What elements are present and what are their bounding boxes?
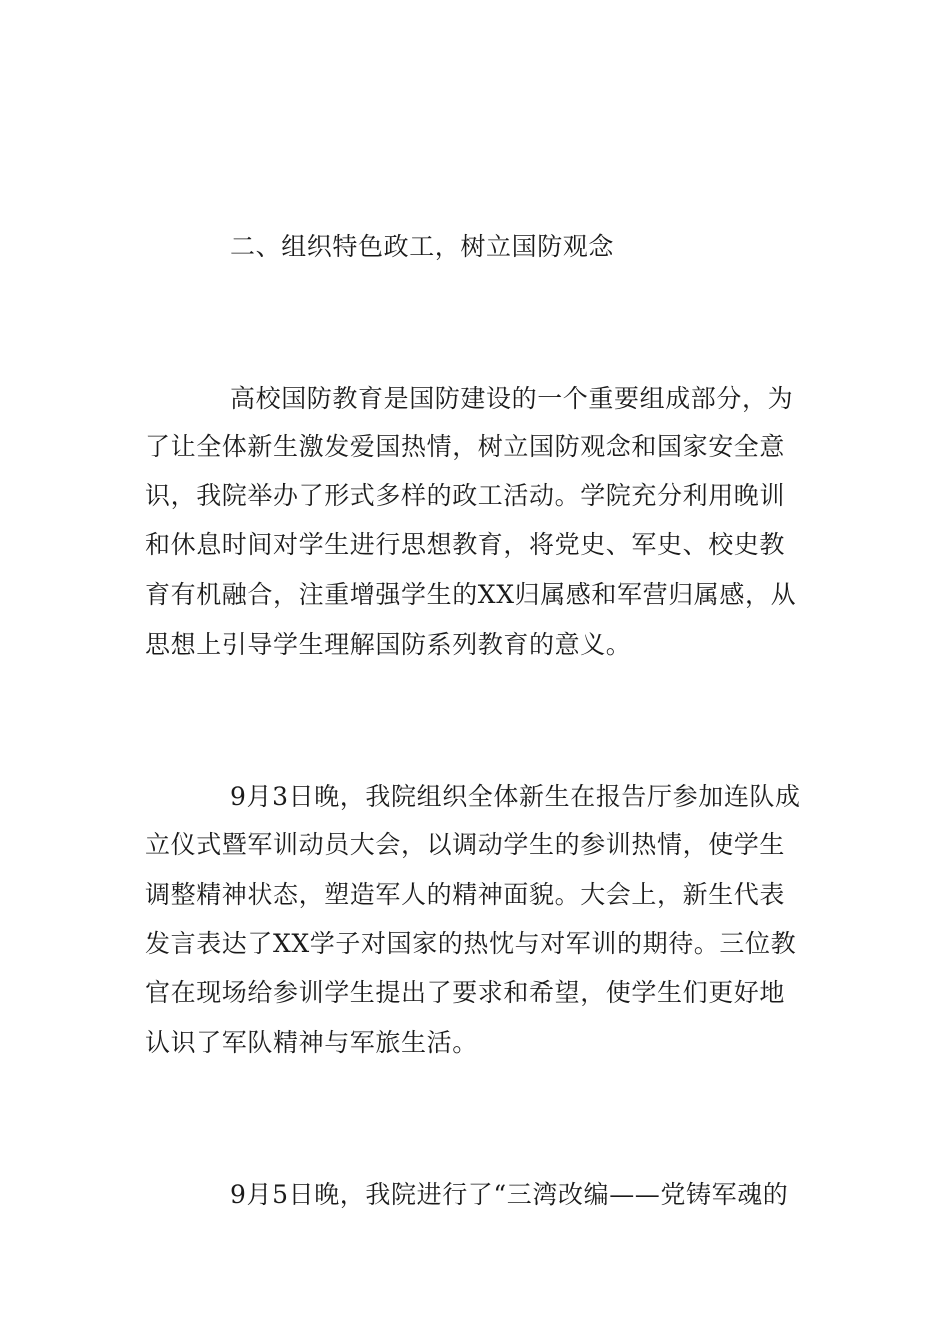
paragraph-line: 思想上引导学生理解国防系列教育的意义。 [145, 630, 632, 659]
paragraph-line: 官在现场给参训学生提出了要求和希望，使学生们更好地 [145, 978, 786, 1007]
paragraph-line: 发言表达了XX学子对国家的热忱与对军训的期待。三位教 [145, 929, 797, 958]
paragraph-line: 调整精神状态，塑造军人的精神面貌。大会上，新生代表 [145, 880, 786, 909]
paragraph-line: 了让全体新生激发爱国热情，树立国防观念和国家安全意 [145, 432, 786, 461]
paragraph-line: 和休息时间对学生进行思想教育，将党史、军史、校史教 [145, 530, 786, 559]
paragraph-line: 育有机融合，注重增强学生的XX归属感和军营归属感，从 [145, 580, 797, 609]
paragraph-line: 认识了军队精神与军旅生活。 [145, 1028, 478, 1057]
section-heading: 二、组织特色政工，树立国防观念 [230, 232, 615, 261]
paragraph-line: 高校国防教育是国防建设的一个重要组成部分，为 [230, 384, 794, 413]
paragraph-line: 立仪式暨军训动员大会，以调动学生的参训热情，使学生 [145, 830, 786, 859]
paragraph-line: 9月3日晚，我院组织全体新生在报告厅参加连队成 [230, 782, 801, 811]
paragraph-line: 识，我院举办了形式多样的政工活动。学院充分利用晚训 [145, 481, 786, 510]
paragraph-line: 9月5日晚，我院进行了“三湾改编——党铸军魂的 [230, 1180, 789, 1209]
